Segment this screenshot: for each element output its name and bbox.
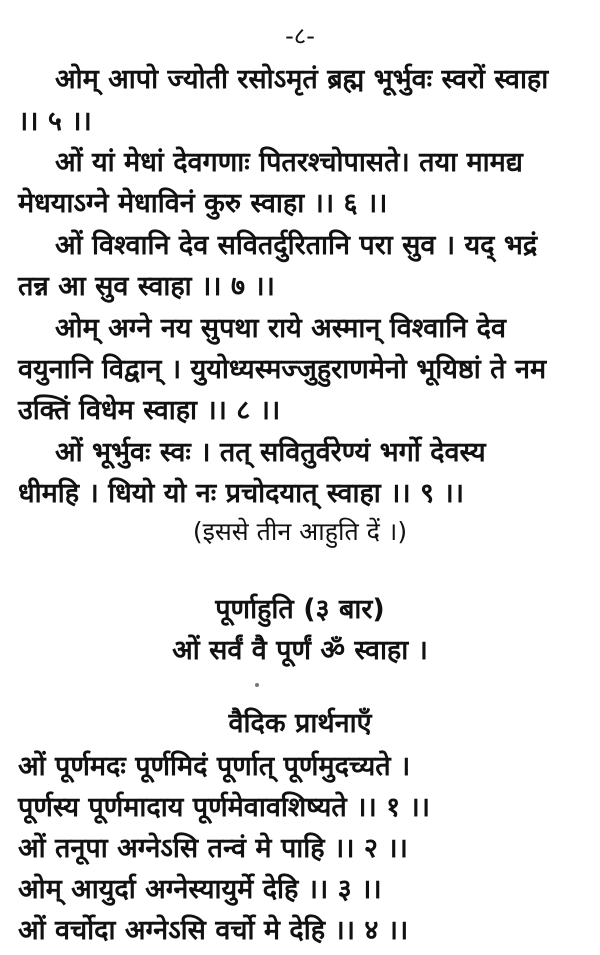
prayer-line-1: ओं पूर्णमदः पूर्णमिदं पूर्णात् पूर्णमुदच्यते । <box>18 751 411 782</box>
mantra-6-line-2: मेधयाऽग्ने मेधाविनं कुरु स्वाहा ।। ६ ।। <box>18 188 388 219</box>
prayer-line-5: ओं वर्चोदा अग्नेऽसि वर्चो मे देहि ।। ४ ।। <box>18 915 409 946</box>
mantra-5-line-2: ।। ५ ।। <box>18 106 92 137</box>
mantra-7-line-2: तन्न आ सुव स्वाहा ।। ७ ।। <box>18 271 275 302</box>
purnahuti-mantra: ओं सर्वं वै पूर्णं ॐ स्वाहा । <box>172 635 428 666</box>
mantra-8-line-3: उक्तिं विधेम स्वाहा ।। ८ ।। <box>18 395 281 426</box>
prayer-line-4: ओम् आयुर्दा अग्नेस्यायुर्मे देहि ।। ३ ।। <box>18 874 382 905</box>
mantra-9-line-2: धीमहि । धियो यो नः प्रचोदयात् स्वाहा ।। ९ ।। <box>18 478 464 509</box>
mantra-5-line-1: ओम् आपो ज्योती रसोऽमृतं ब्रह्म भूर्भुवः स्वरों स्वाहा <box>55 64 549 95</box>
mantra-6-line-1: ओं यां मेधां देवगणाः पितरश्चोपासते। तया मामद्य <box>55 147 523 178</box>
purnahuti-heading: पूर्णाहुति (३ बार) <box>215 594 385 625</box>
prayers-heading: वैदिक प्रार्थनाएँ <box>228 708 372 739</box>
page-number: -८- <box>285 22 315 50</box>
mantra-7-line-1: ओं विश्वानि देव सवितर्दुरितानि परा सुव । यद् भद्रं <box>55 230 538 261</box>
mantra-8-line-1: ओम् अग्ने नय सुपथा राये अस्मान् विश्वानि देव <box>55 313 507 344</box>
prayer-line-2: पूर्णस्य पूर्णमादाय पूर्णमेवावशिष्यते ।। १ ।। <box>18 792 430 823</box>
instruction-note: (इससे तीन आहुति दें ।) <box>192 517 408 546</box>
mantra-8-line-2: वयुनानि विद्वान् । युयोध्यस्मज्जुहुराणमेनो भूयिष्ठां ते नम <box>18 354 547 385</box>
ink-speck <box>255 683 259 687</box>
mantra-9-line-1: ओं भूर्भुवः स्वः । तत् सवितुर्वरेण्यं भर्गो देवस्य <box>55 437 486 468</box>
prayer-line-3: ओं तनूपा अग्नेऽसि तन्वं मे पाहि ।। २ ।। <box>18 833 408 864</box>
